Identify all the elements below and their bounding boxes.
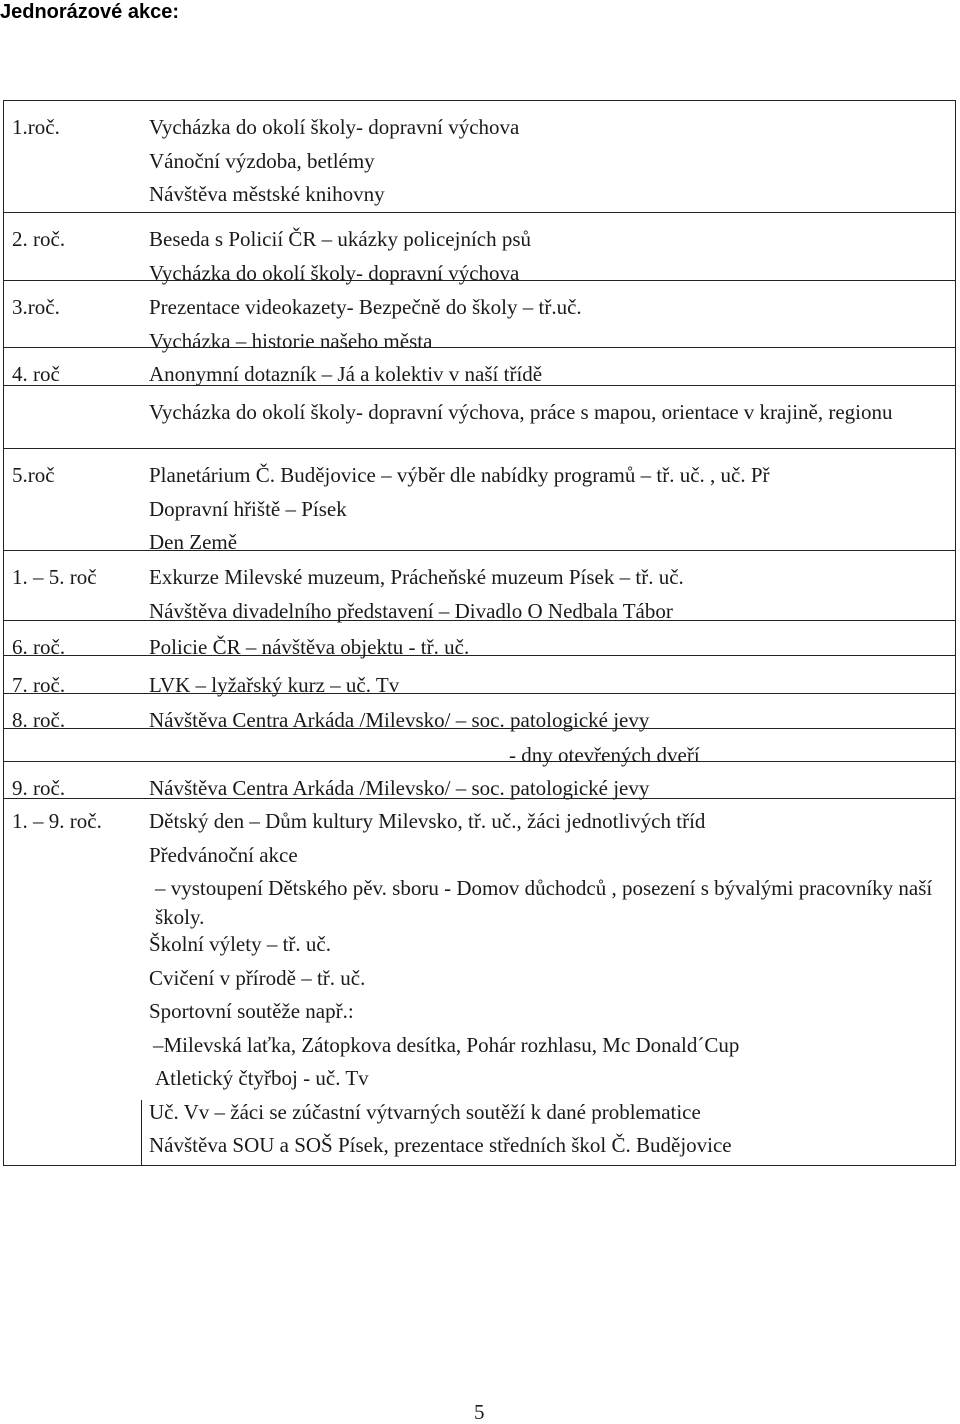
grade-cell: 7. roč. [12, 673, 66, 697]
grade-cell: 6. roč. [12, 635, 66, 659]
activity-line: Vycházka do okolí školy- dopravní výchova [149, 260, 520, 285]
activity-line: Prezentace videokazety- Bezpečně do školy – tř.uč. [149, 295, 582, 319]
activity-line: Policie ČR – návštěva objektu - tř. uč. [149, 635, 470, 659]
table-row [3, 385, 956, 424]
table-row [3, 798, 956, 1157]
table-row [3, 761, 956, 800]
grade-cell: 3.roč. [12, 295, 60, 319]
activity-line: Atletický čtyřboj - uč. Tv [155, 1066, 369, 1090]
activity-line: Vycházka do okolí školy- dopravní výchova, práce s mapou, orientace v krajině, regionu [149, 400, 893, 424]
activities-cell [149, 776, 954, 810]
table-row [3, 693, 956, 732]
table-row [3, 347, 956, 386]
activity-line: Beseda s Policií ČR – ukázky policejních psů [149, 227, 532, 251]
grade-cell: 1.roč. [12, 115, 60, 139]
table-row [3, 448, 956, 554]
activity-line: Exkurze Milevské muzeum, Prácheňské muzeum Písek – tř. uč. [149, 565, 684, 589]
activities-cell [149, 400, 954, 427]
table-row [3, 212, 956, 285]
table-row [3, 655, 956, 697]
activity-line: Dětský den – Dům kultury Milevsko, tř. uč., žáci jednotlivých tříd [149, 809, 706, 833]
page-title: Jednorázové akce: [0, 1, 179, 23]
table-row [3, 550, 956, 623]
activity-line: Návštěva SOU a SOŠ Písek, prezentace středních škol Č. Budějovice [149, 1133, 732, 1157]
activities-cell [149, 227, 954, 294]
activities-cell [149, 565, 954, 632]
grade-cell: 2. roč. [12, 227, 66, 251]
activities-cell [149, 673, 954, 707]
activity-line: Cvičení v přírodě – tř. uč. [149, 965, 366, 990]
activity-line: Anonymní dotazník – Já a kolektiv v naší třídě [149, 362, 543, 386]
activities-cell [149, 809, 954, 1167]
activity-line: Návštěva městské knihovny [149, 182, 385, 206]
activity-line: Vánoční výzdoba, betlémy [149, 148, 375, 173]
activity-line: Návštěva Centra Arkáda /Milevsko/ – soc. patologické jevy [149, 708, 650, 732]
activity-line: –Milevská laťka, Zátopkova desítka, Pohár rozhlasu, Mc Donald´Cup [153, 1032, 740, 1057]
activity-line: Uč. Vv – žáci se zúčastní výtvarných soutěží k dané problematice [149, 1099, 701, 1124]
table-row [3, 620, 956, 659]
table-row [3, 280, 956, 353]
page-number: 5 [474, 1400, 485, 1424]
grade-cell: 1. – 9. roč. [12, 809, 102, 833]
activity-line: Školní výlety – tř. uč. [149, 932, 331, 956]
activities-cell [149, 635, 954, 669]
activity-line: Den Země [149, 530, 238, 554]
activity-line: Planetárium Č. Budějovice – výběr dle nabídky programů – tř. uč. , uč. Př [149, 463, 770, 487]
column-divider [141, 1100, 142, 1166]
activities-cell [149, 463, 954, 564]
activity-line: Sportovní soutěže např.: [149, 999, 354, 1023]
activity-line: Dopravní hřiště – Písek [149, 496, 347, 521]
grade-cell: 4. roč [12, 362, 60, 386]
grade-cell: 8. roč. [12, 708, 66, 732]
activity-line: Návštěva Centra Arkáda /Milevsko/ – soc. patologické jevy [149, 776, 650, 800]
grade-cell: 9. roč. [12, 776, 66, 800]
activities-cell [149, 708, 954, 742]
activity-line: LVK – lyžařský kurz – uč. Tv [149, 673, 400, 697]
activity-line: – vystoupení Dětského pěv. sboru - Domov důchodců , posezení s bývalými pracovníky naší školy. [155, 876, 933, 929]
activity-line: - dny otevřených dveří [509, 743, 700, 767]
activities-cell [149, 295, 954, 362]
activities-cell [149, 362, 954, 396]
activity-line: Vycházka do okolí školy- dopravní výchova [149, 115, 520, 139]
activity-line: Vycházka – historie našeho města [149, 328, 433, 353]
grade-cell: 1. – 5. roč [12, 565, 97, 589]
table-row [3, 728, 956, 767]
activity-line: Předvánoční akce [149, 842, 298, 867]
grade-cell: 5.roč [12, 463, 55, 487]
activities-cell [149, 743, 954, 777]
activities-cell [149, 115, 954, 216]
activity-line: Návštěva divadelního představení – Divadlo O Nedbala Tábor [149, 598, 673, 623]
